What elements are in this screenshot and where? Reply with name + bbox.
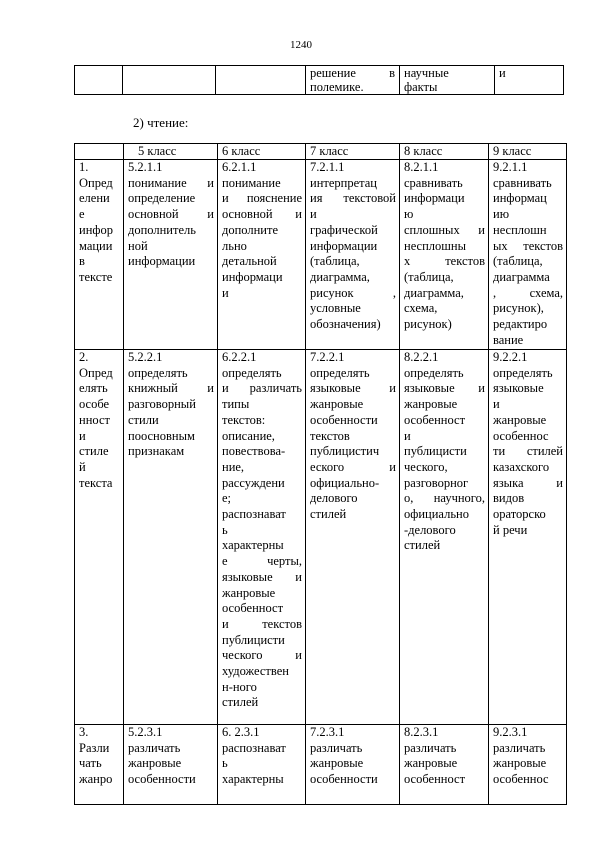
cell-line: (таблица, xyxy=(310,254,360,269)
cell-line: стилей xyxy=(310,507,347,522)
cell-line: льно xyxy=(222,238,247,253)
cell-line: ых текстов xyxy=(493,238,563,253)
cell-line: сравнивать xyxy=(493,175,552,190)
cell-line: дополнитель xyxy=(128,222,196,237)
section-title: 2) чтение: xyxy=(133,115,189,130)
cell-line: языка и xyxy=(493,475,563,490)
cell-line: и пояснение xyxy=(222,191,302,206)
cell-line: особенности xyxy=(310,772,378,787)
cell-line: детальной xyxy=(222,254,277,269)
cell-line: публицистич xyxy=(310,444,380,459)
cell-line: различать xyxy=(493,740,546,755)
cell-line: и xyxy=(79,428,86,443)
cell-line: языковые и xyxy=(310,381,396,396)
table-cell xyxy=(124,160,218,350)
top-cell-4-line-1: решение в xyxy=(310,66,395,80)
cell-line: графической xyxy=(310,222,378,237)
cell-line: признакам xyxy=(128,444,185,459)
cell-line: текста xyxy=(79,475,113,490)
table-cell xyxy=(400,350,489,725)
cell-line: (таблица, xyxy=(404,269,454,284)
cell-line: казахского xyxy=(493,459,550,474)
header-cell-8: 8 класс xyxy=(400,144,489,160)
cell-line: инфор xyxy=(79,222,113,237)
cell-line: ь xyxy=(222,522,228,537)
cell-line: особеннос xyxy=(493,772,549,787)
cell-line: сплошных и xyxy=(404,222,485,237)
cell-line: поосновным xyxy=(128,428,195,443)
top-cell-6 xyxy=(495,66,564,95)
cell-line: схема, xyxy=(404,301,438,316)
cell-line: информац xyxy=(493,191,547,206)
table-row xyxy=(75,160,567,350)
cell-line: различать xyxy=(404,740,457,755)
cell-line: стилей xyxy=(404,538,441,553)
cell-line: стилей xyxy=(222,695,259,710)
cell-line: Опред xyxy=(79,365,113,380)
cell-line: 9.2.2.1 xyxy=(493,350,528,364)
top-cell-6-line-1: и xyxy=(499,66,506,80)
cell-line: жанро xyxy=(79,772,113,787)
cell-line: определять xyxy=(493,365,553,380)
cell-line: информации xyxy=(128,254,196,269)
cell-line: н-ного xyxy=(222,679,257,694)
cell-line: жанровые xyxy=(404,756,458,771)
cell-line: ческого и xyxy=(222,648,302,663)
cell-line: повествова- xyxy=(222,444,286,459)
cell-line: е; xyxy=(222,491,232,506)
cell-line: 5.2.3.1 xyxy=(128,725,163,739)
cell-line: книжный и xyxy=(128,381,214,396)
table-cell xyxy=(489,350,567,725)
cell-line: обозначения) xyxy=(310,317,381,332)
cell-line: 7.2.3.1 xyxy=(310,725,345,739)
table-cell xyxy=(124,350,218,725)
top-cell-5-line-2: факты xyxy=(404,80,438,94)
top-cell-1 xyxy=(75,66,123,95)
table-cell xyxy=(218,350,306,725)
table-cell xyxy=(489,160,567,350)
table-cell xyxy=(400,160,489,350)
cell-line: ию xyxy=(493,207,510,222)
cell-line: е черты, xyxy=(222,554,302,569)
cell-line: определять xyxy=(222,365,282,380)
cell-line: основной и xyxy=(222,207,302,222)
cell-line: 9.2.1.1 xyxy=(493,160,528,174)
top-cell-5-line-1: научные xyxy=(404,66,449,80)
table-cell xyxy=(75,160,124,350)
cell-line: делового xyxy=(310,491,358,506)
cell-line: различать xyxy=(310,740,363,755)
cell-line: ия текстовой xyxy=(310,191,396,206)
cell-line: и различать xyxy=(222,381,302,396)
cell-line: 8.2.3.1 xyxy=(404,725,439,739)
cell-line: стиле xyxy=(79,444,109,459)
cell-line: ь xyxy=(222,756,228,771)
cell-line: рисунок), xyxy=(493,301,544,316)
cell-line: 9.2.3.1 xyxy=(493,725,528,739)
header-cell-6: 6 класс xyxy=(218,144,306,160)
cell-line: распознават xyxy=(222,740,286,755)
cell-line: распознават xyxy=(222,507,286,522)
top-cell-4 xyxy=(306,66,400,95)
table-cell xyxy=(306,725,400,805)
cell-line: 8.2.2.1 xyxy=(404,350,439,364)
cell-line: публицисти xyxy=(404,444,467,459)
cell-line: ю xyxy=(404,207,414,222)
table-row xyxy=(75,350,567,725)
table-cell xyxy=(75,350,124,725)
cell-line: характерны xyxy=(222,538,284,553)
top-cell-4-line-2: полемике. xyxy=(310,80,364,94)
cell-line: характерны xyxy=(222,772,284,787)
cell-line: тексте xyxy=(79,269,113,284)
cell-line: рассуждени xyxy=(222,475,285,490)
table-row xyxy=(75,725,567,805)
cell-line: описание, xyxy=(222,428,275,443)
cell-line: информаци xyxy=(404,191,465,206)
cell-line: х текстов xyxy=(404,254,485,269)
table-cell xyxy=(124,725,218,805)
cell-line: Опред xyxy=(79,175,113,190)
cell-line: 2. xyxy=(79,350,89,364)
cell-line: о, научного, xyxy=(404,491,485,506)
cell-line: жанровые xyxy=(404,397,458,412)
cell-line: и xyxy=(404,428,411,443)
cell-line: диаграмма, xyxy=(404,285,464,300)
cell-line: ние, xyxy=(222,459,245,474)
cell-line: официально xyxy=(404,507,469,522)
cell-line: 6.2.2.1 xyxy=(222,350,257,364)
header-cell-7: 7 класс xyxy=(306,144,400,160)
cell-line: и xyxy=(493,397,500,412)
table-cell xyxy=(218,725,306,805)
cell-line: дополните xyxy=(222,222,279,237)
cell-line: ческого, xyxy=(404,459,448,474)
header-cell-0 xyxy=(75,144,124,160)
cell-line: жанровые xyxy=(310,397,364,412)
cell-line: информации xyxy=(310,238,378,253)
cell-line: елени xyxy=(79,191,110,206)
cell-line: особенности xyxy=(128,772,196,787)
cell-line: 7.2.2.1 xyxy=(310,350,345,364)
cell-line: художествен xyxy=(222,664,289,679)
cell-line: несплошн xyxy=(493,222,547,237)
cell-line: определять xyxy=(128,365,188,380)
cell-line: 6. 2.3.1 xyxy=(222,725,260,739)
cell-line: , схема, xyxy=(493,285,563,300)
table-cell xyxy=(489,725,567,805)
table-cell xyxy=(306,160,400,350)
cell-line: информаци xyxy=(222,269,283,284)
cell-line: диаграмма, xyxy=(310,269,370,284)
cell-line: определять xyxy=(310,365,370,380)
cell-line: видов xyxy=(493,491,525,506)
cell-line: различать xyxy=(128,740,181,755)
cell-line: типы xyxy=(222,397,250,412)
cell-line: определять xyxy=(404,365,464,380)
cell-line: особенност xyxy=(404,772,466,787)
cell-line: жанровые xyxy=(493,412,547,427)
cell-line: 1. xyxy=(79,160,89,174)
cell-line: (таблица, xyxy=(493,254,543,269)
table-cell xyxy=(218,160,306,350)
cell-line: несплошны xyxy=(404,238,466,253)
page-number: 1240 xyxy=(290,39,312,51)
cell-line: чать xyxy=(79,756,102,771)
cell-line: 5.2.1.1 xyxy=(128,160,163,174)
cell-line: понимание xyxy=(222,175,281,190)
cell-line: особенност xyxy=(404,412,466,427)
top-cell-5 xyxy=(400,66,495,95)
cell-line: жанровые xyxy=(128,756,182,771)
cell-line: условные xyxy=(310,301,361,316)
cell-line: 7.2.1.1 xyxy=(310,160,345,174)
cell-line: диаграмма xyxy=(493,269,550,284)
cell-line: и xyxy=(222,285,229,300)
cell-line: и текстов xyxy=(222,616,302,631)
cell-line: -делового xyxy=(404,522,456,537)
cell-line: рисунок , xyxy=(310,285,396,300)
cell-line: языковые xyxy=(493,381,544,396)
cell-line: особенност xyxy=(222,601,284,616)
cell-line: е xyxy=(79,207,85,222)
top-cell-3 xyxy=(216,66,306,95)
cell-line: вание xyxy=(493,332,524,347)
cell-line: текстов xyxy=(310,428,350,443)
cell-line: ти стилей xyxy=(493,444,563,459)
cell-line: 8.2.1.1 xyxy=(404,160,439,174)
cell-line: й речи xyxy=(493,522,528,537)
cell-line: Разли xyxy=(79,740,110,755)
cell-line: елять xyxy=(79,381,108,396)
cell-line: интерпретац xyxy=(310,175,377,190)
cell-line: определение xyxy=(128,191,196,206)
cell-line: официально- xyxy=(310,475,380,490)
cell-line: й xyxy=(79,459,86,474)
cell-line: публицисти xyxy=(222,632,285,647)
cell-line: понимание и xyxy=(128,175,214,190)
cell-line: 5.2.2.1 xyxy=(128,350,163,364)
cell-line: еского и xyxy=(310,459,396,474)
table-cell xyxy=(75,725,124,805)
cell-line: и xyxy=(310,207,317,222)
cell-line: языковые и xyxy=(404,381,485,396)
header-row xyxy=(75,144,567,160)
cell-line: жанровые xyxy=(222,585,276,600)
cell-line: в xyxy=(79,254,85,269)
header-cell-5: 5 класс xyxy=(124,144,218,160)
cell-line: редактиро xyxy=(493,317,548,332)
cell-line: 6.2.1.1 xyxy=(222,160,257,174)
cell-line: языковые и xyxy=(222,569,302,584)
cell-line: особенности xyxy=(310,412,378,427)
continuation-table xyxy=(74,65,564,95)
cell-line: основной и xyxy=(128,207,214,222)
cell-line: стили xyxy=(128,412,159,427)
cell-line: текстов: xyxy=(222,412,266,427)
top-cell-2 xyxy=(123,66,216,95)
cell-line: ной xyxy=(128,238,148,253)
cell-line: разговорног xyxy=(404,475,469,490)
cell-line: нност xyxy=(79,412,110,427)
cell-line: сравнивать xyxy=(404,175,463,190)
cell-line: ораторско xyxy=(493,507,546,522)
cell-line: особеннос xyxy=(493,428,549,443)
cell-line: 3. xyxy=(79,725,89,739)
cell-line: разговорный xyxy=(128,397,196,412)
table-cell xyxy=(306,350,400,725)
cell-line: жанровые xyxy=(310,756,364,771)
cell-line: мации xyxy=(79,238,113,253)
cell-line: рисунок) xyxy=(404,317,452,332)
header-cell-9: 9 класс xyxy=(489,144,567,160)
table-cell xyxy=(400,725,489,805)
cell-line: особе xyxy=(79,397,110,412)
cell-line: жанровые xyxy=(493,756,547,771)
reading-objectives-table xyxy=(74,143,567,805)
